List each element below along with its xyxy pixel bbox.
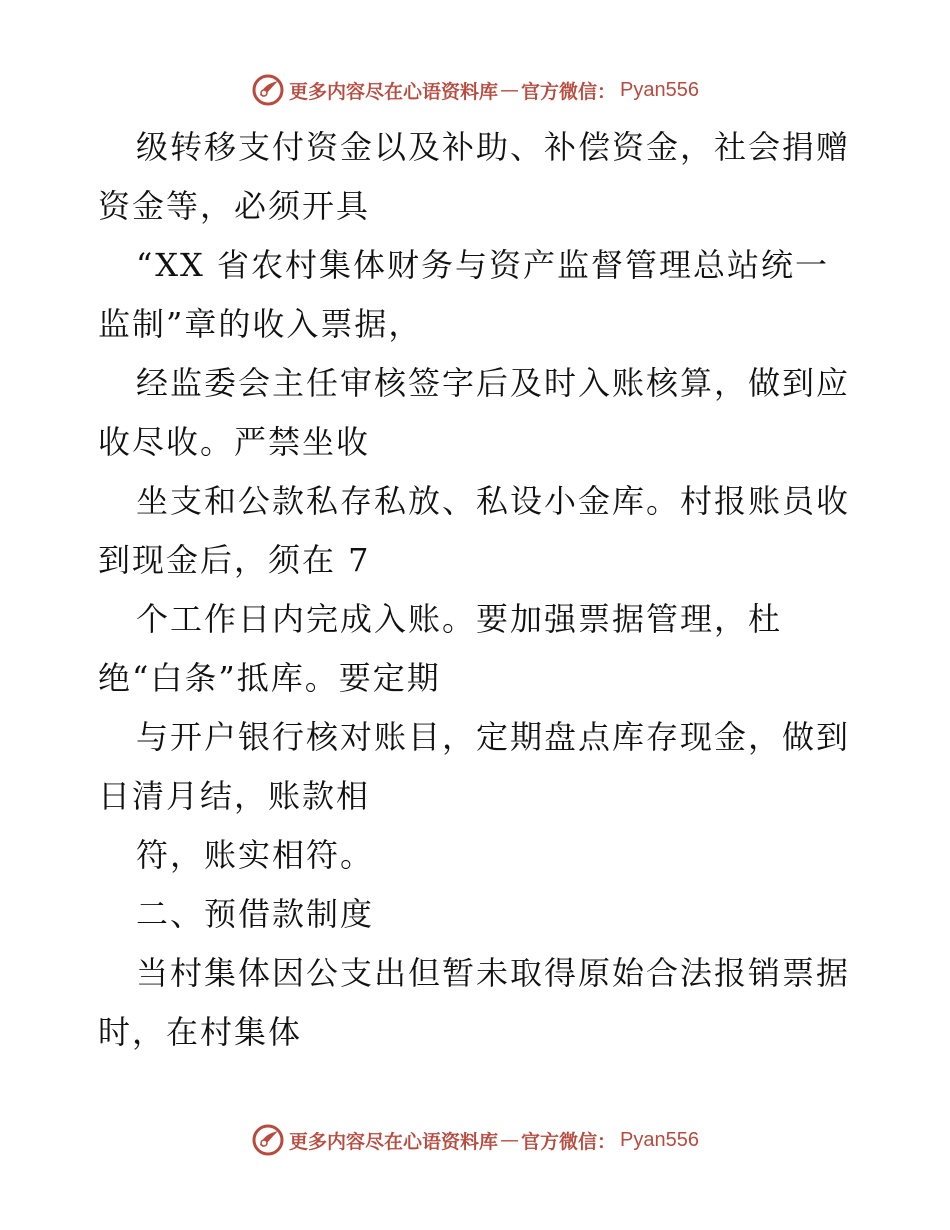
logo-icon	[251, 1123, 285, 1157]
footer-banner	[0, 1120, 950, 1160]
body-line: 与开户银行核对账目，定期盘点库存现金，做到	[136, 718, 851, 756]
body-line: 经监委会主任审核签字后及时入账核算，做到应	[136, 364, 851, 402]
body-line: “XX 省农村集体财务与资产监督管理总站统一	[136, 246, 829, 284]
document-body	[98, 118, 858, 1062]
banner-dash: —	[500, 79, 520, 101]
body-line: 符，账实相符。	[136, 836, 375, 874]
logo-icon	[251, 73, 285, 107]
body-line: 坐支和公款私存私放、私设小金库。村报账员收	[136, 482, 851, 520]
body-line: 绝“白条”抵库。要定期	[98, 659, 441, 697]
banner-wechat-id: Pyan556	[620, 1128, 699, 1151]
banner-label: 官方微信：	[521, 1130, 617, 1153]
body-line: 监制”章的收入票据，	[98, 305, 423, 343]
body-line: 收尽收。严禁坐收	[98, 423, 371, 461]
body-line: 资金等，必须开具	[98, 187, 371, 225]
body-line: 到现金后，须在 7	[98, 541, 371, 579]
banner-dash: —	[500, 1129, 520, 1151]
body-line: 日清月结，账款相	[98, 777, 371, 815]
section-heading: 二、预借款制度	[136, 895, 375, 933]
body-line: 时，在村集体	[98, 1013, 303, 1051]
banner-text: 更多内容尽在心语资料库	[289, 80, 499, 103]
banner-label: 官方微信：	[521, 80, 617, 103]
banner-text: 更多内容尽在心语资料库	[289, 1130, 499, 1153]
body-line: 个工作日内完成入账。要加强票据管理，杜	[136, 600, 783, 638]
header-banner	[0, 70, 950, 110]
banner-wechat-id: Pyan556	[620, 78, 699, 101]
body-line: 级转移支付资金以及补助、补偿资金，社会捐赠	[136, 128, 851, 166]
body-line: 当村集体因公支出但暂未取得原始合法报销票据	[136, 954, 851, 992]
